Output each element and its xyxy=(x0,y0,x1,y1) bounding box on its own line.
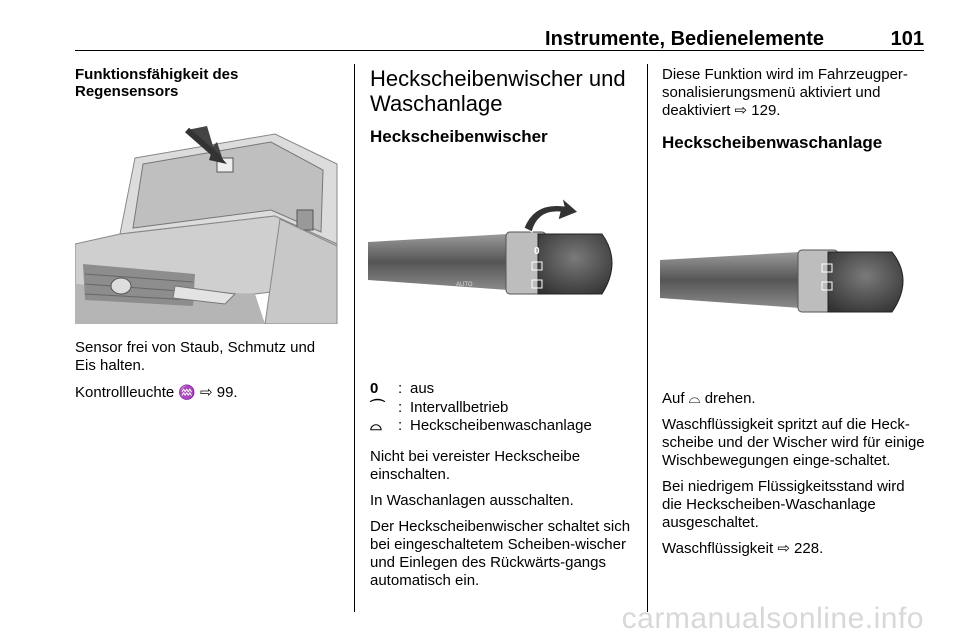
legend-text-off: aus xyxy=(410,380,435,397)
paragraph-reverse-gear: Der Heckscheibenwischer schaltet sich bei eingeschaltetem Scheiben-wischer und Einlegen des Rückwärts-gangs automatisch ein. xyxy=(370,518,631,589)
van-windscreen-illustration xyxy=(75,124,338,324)
column-1 xyxy=(75,66,340,100)
column-3-body xyxy=(662,390,927,566)
paragraph-low-fluid: Bei niedrigem Flüssigkeitsstand wird die Heckscheiben-Waschanlage ausgeschaltet. xyxy=(662,478,905,531)
subheading-rain-sensor: Funktionsfähigkeit des Regensensors xyxy=(75,66,239,100)
paragraph-fluid-sprays: Waschflüssigkeit spritzt auf die Heck-scheibe und der Wischer wird für einige Wischbewegungen einge-schaltet. xyxy=(662,416,925,469)
subheading-rear-washer: Heckscheibenwaschanlage xyxy=(662,133,883,152)
paragraph-turn-to: Auf ⌓ drehen. xyxy=(662,390,756,407)
column-1-body xyxy=(75,339,340,410)
wiper-stalk-illustration-1 xyxy=(368,194,622,310)
column-3 xyxy=(662,66,927,152)
paragraph-carwash: In Waschanlagen ausschalten. xyxy=(370,492,574,509)
stalk-label-auto: AUTO xyxy=(456,282,473,288)
header-title: Instrumente, Bedienelemente xyxy=(545,28,824,50)
legend-rear-wiper xyxy=(370,380,635,436)
interval-wiper-icon: ⌒ xyxy=(370,398,386,416)
paragraph-indicator xyxy=(75,383,340,402)
legend-row-washer: ⌓ : Heckscheibenwaschanlage xyxy=(370,417,592,434)
wiper-stalk-illustration-2 xyxy=(660,230,914,330)
paragraph-sensor-clean: Sensor frei von Staub, Schmutz und Eis halten. xyxy=(75,339,316,374)
legend-text-interval: Intervallbetrieb xyxy=(410,398,509,416)
paragraph-washer-fluid-ref: Waschflüssigkeit ⇨ 228. xyxy=(662,540,824,557)
page-number: 101 xyxy=(890,28,924,50)
stalk-label-zero: 0 xyxy=(534,246,540,257)
column-2 xyxy=(370,66,635,146)
paragraph-personalization: Diese Funktion wird im Fahrzeugper-sonalisierungsmenü aktiviert und deaktiviert ⇨ 129. xyxy=(662,66,908,119)
subheading-rear-wiper: Heckscheibenwischer xyxy=(370,127,548,146)
legend-row-off: 0 : aus xyxy=(370,380,435,397)
paragraph-no-icy: Nicht bei vereister Heckscheibe einschalten. xyxy=(370,448,581,483)
legend-key-off: 0 xyxy=(370,380,379,397)
indicator-text: Kontrollleuchte xyxy=(75,384,179,401)
watermark: carmanualsonline.info xyxy=(621,602,924,635)
washer-icon: ⌓ xyxy=(370,417,382,434)
section-title-rear-wiper: Heckscheibenwischer und Waschanlage xyxy=(370,66,626,116)
legend-text-washer: Heckscheibenwaschanlage xyxy=(410,417,592,434)
legend-row-interval: ⌒ : Intervallbetrieb xyxy=(370,398,509,416)
indicator-page-ref: ⇨ 99. xyxy=(200,384,238,401)
page-header xyxy=(75,28,924,52)
column-divider-1 xyxy=(354,64,355,612)
column-divider-2 xyxy=(647,64,648,612)
column-2-body xyxy=(370,448,635,598)
rain-sensor-icon: ♒ xyxy=(178,384,196,400)
header-rule xyxy=(75,50,924,51)
